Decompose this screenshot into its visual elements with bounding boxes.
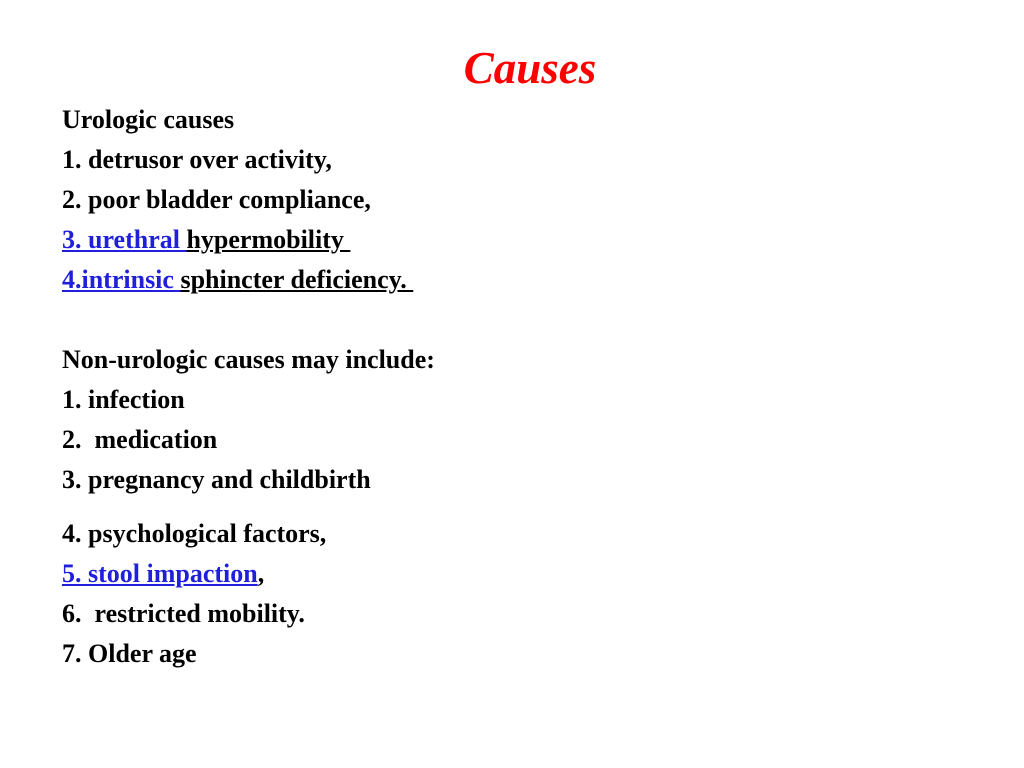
stool-impaction-link[interactable]: 5. stool impaction <box>62 559 258 588</box>
non-urologic-item-3: 3. pregnancy and childbirth <box>62 465 371 494</box>
urologic-item-4 <box>62 260 962 300</box>
intrinsic-link[interactable]: 4.intrinsic <box>62 265 181 294</box>
spacer-small <box>62 500 962 514</box>
urologic-heading: Urologic causes <box>62 105 235 134</box>
non-urologic-heading: Non-urologic causes may include: <box>62 345 435 374</box>
urologic-item-3 <box>62 220 962 260</box>
urologic-item-4-text: sphincter deficiency. <box>180 265 414 294</box>
urethral-link[interactable]: 3. urethral <box>62 225 187 254</box>
non-urologic-item-6: 6. restricted mobility. <box>62 599 305 628</box>
urologic-item-1: 1. detrusor over activity, <box>62 145 332 174</box>
urologic-item-3-text: hypermobility <box>186 225 351 254</box>
slide-content <box>62 100 962 674</box>
non-urologic-item-7: 7. Older age <box>62 639 197 668</box>
slide-title: Causes <box>463 43 597 93</box>
non-urologic-item-2: 2. medication <box>62 425 218 454</box>
spacer <box>62 300 962 340</box>
non-urologic-item-1: 1. infection <box>62 385 185 414</box>
non-urologic-item-5-suffix: , <box>257 559 265 588</box>
non-urologic-item-5 <box>62 554 962 594</box>
non-urologic-item-4: 4. psychological factors, <box>62 519 327 548</box>
urologic-item-2: 2. poor bladder compliance, <box>62 185 371 214</box>
